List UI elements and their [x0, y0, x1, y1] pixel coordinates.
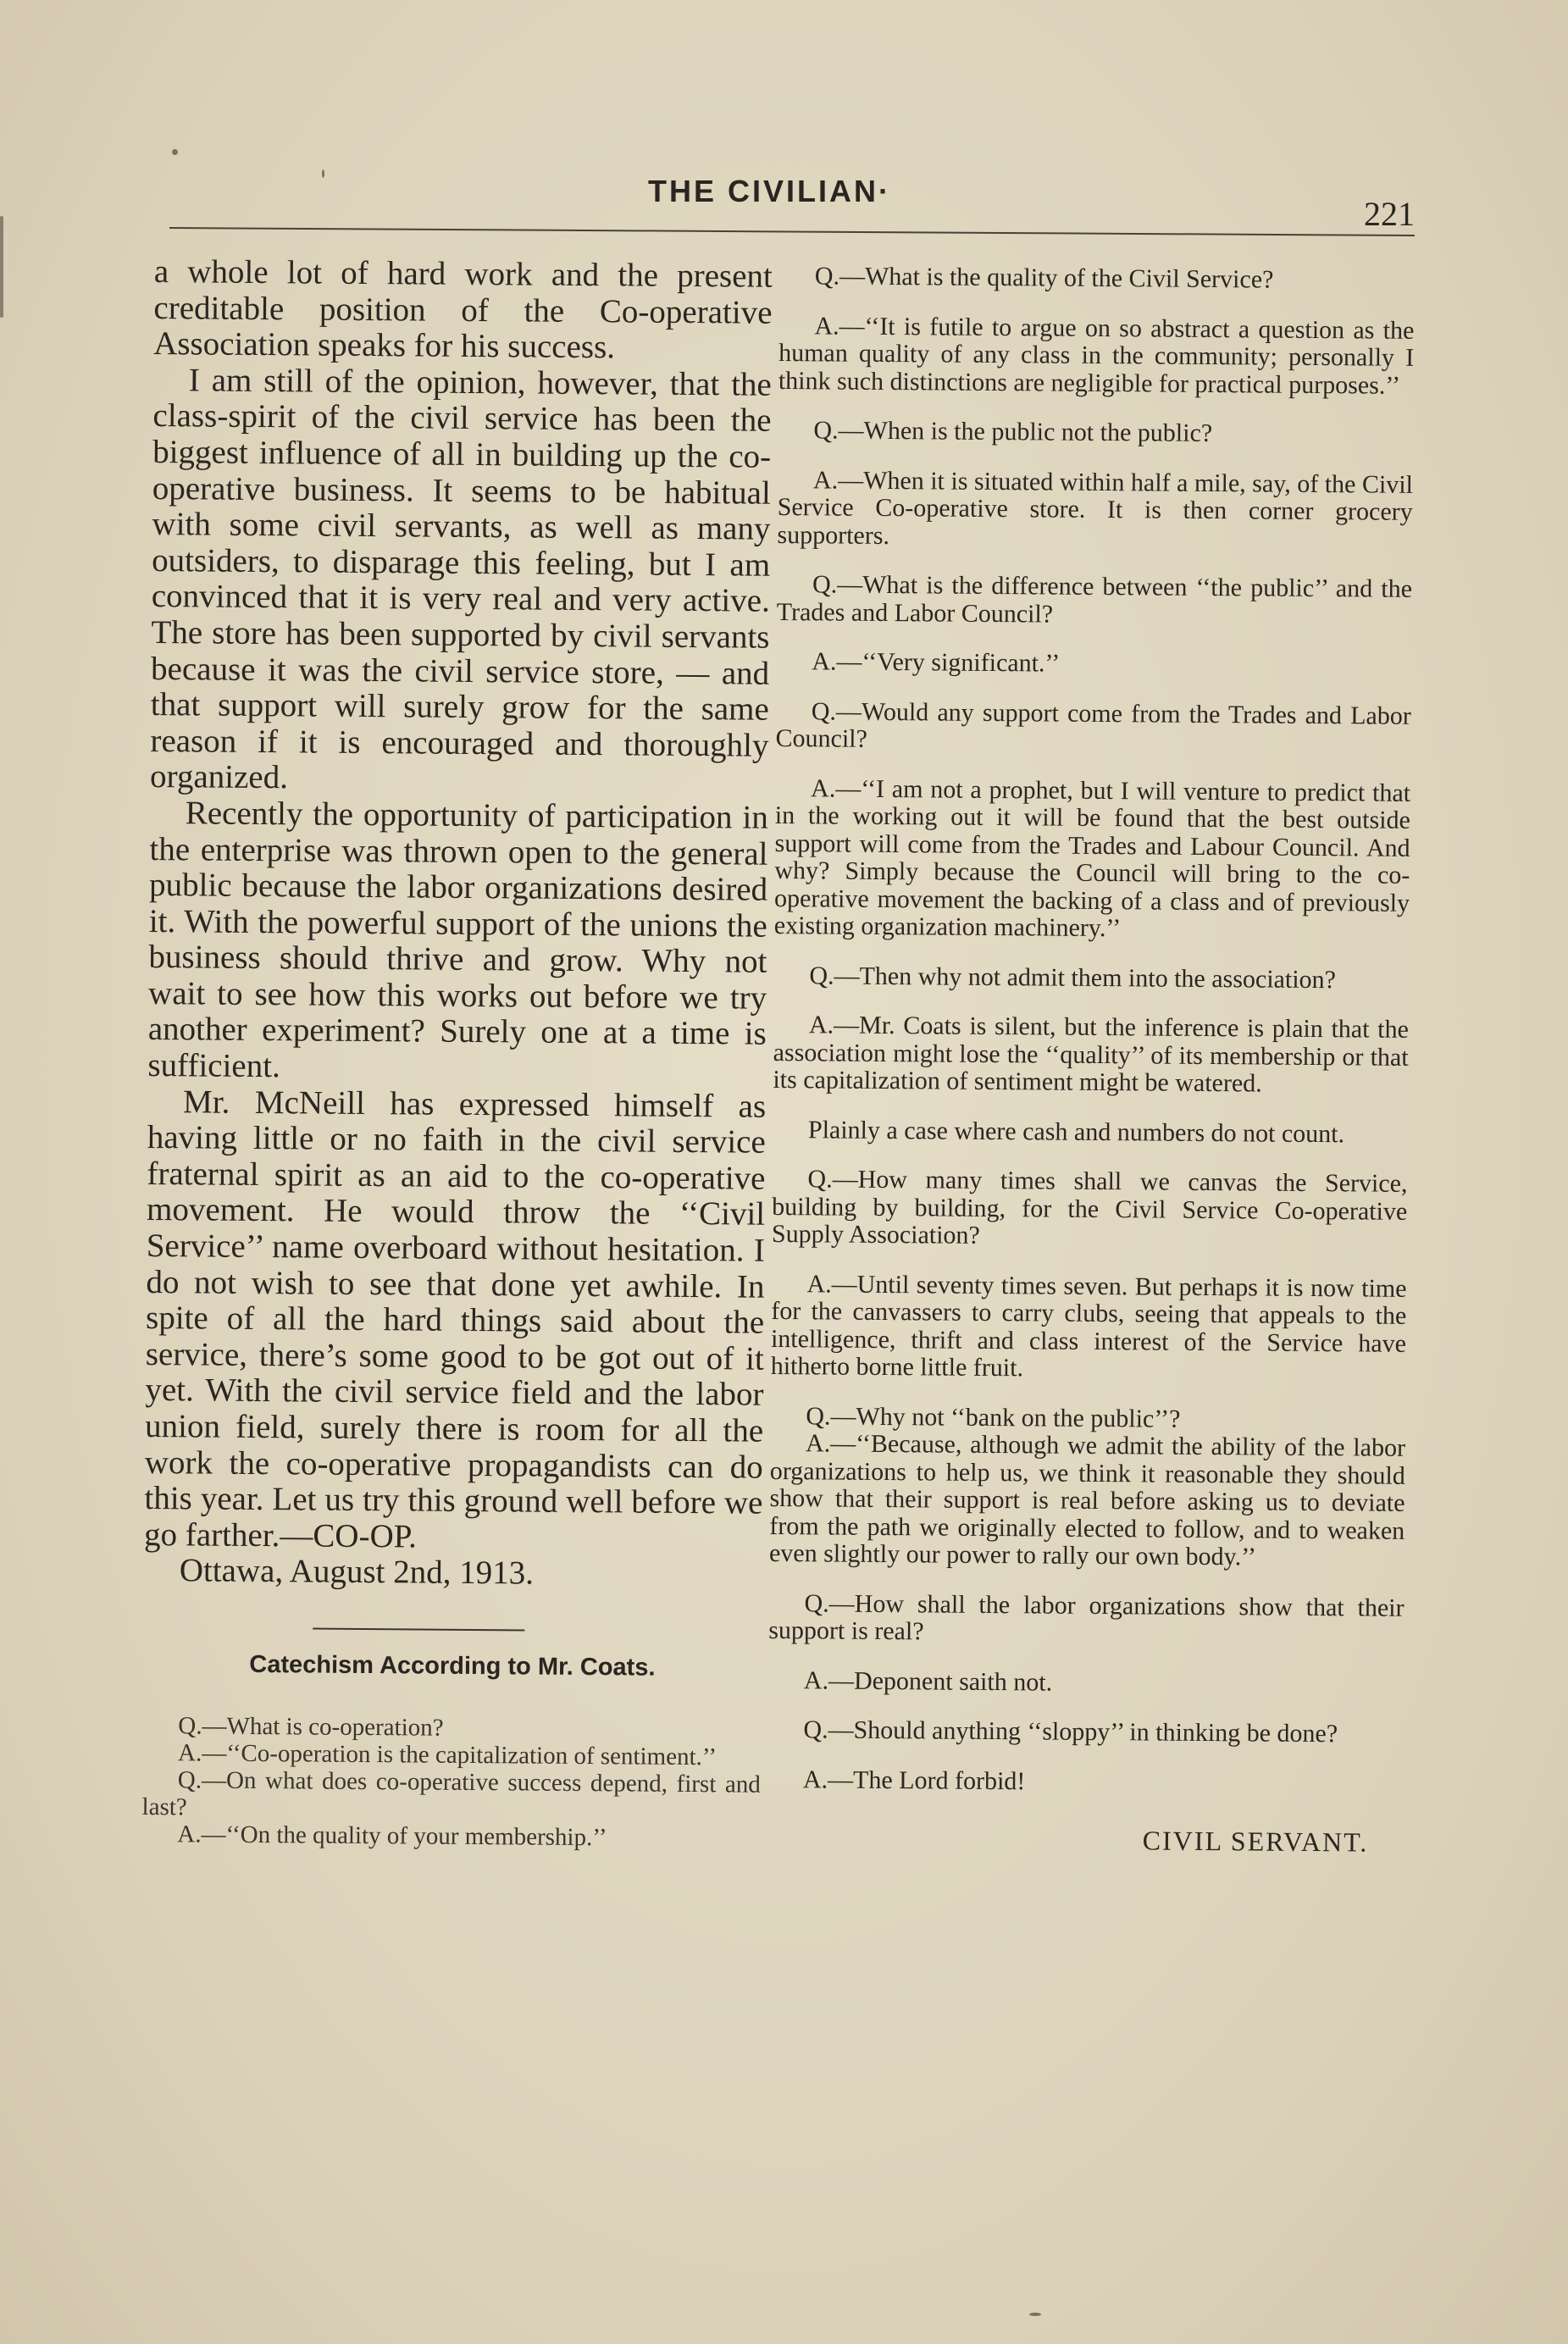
answer: A.—‘‘Because, although we admit the ability of the labor organizations to help us, we think it reasonable they should show that their support is real before asking us to deviate from the path we originally elected to follow, and to weaken even slightly our power to rally our own body.’’ — [768, 1429, 1406, 1571]
catechism-line: A.—‘‘On the quality of your membership.’’ — [177, 1820, 607, 1852]
paragraph: Recently the opportunity of participation in the enterprise was thrown open to the general public because the labor organizations desired it. With the powerful support of the unions the business should thrive and grow. Why not wait to see how this works out before we try another experiment? Surely one at a time is sufficient. — [147, 795, 768, 1085]
question: Q.—Would any support come from the Trades and Labor Council? — [775, 696, 1411, 753]
answer: A.—‘‘It is futile to argue on so abstract a question as the human quality of any class in the community; personally I think such distinctions are negligible for practical purposes.’’ — [778, 311, 1415, 400]
ink-speck — [0, 216, 3, 318]
paragraph: I am still of the opinion, however, that the class-spirit of the civil service has been the biggest influence of all in building up the co-operative business. It seems to be habitual with some civil servants, as well as many outsiders, to disparage this feeling, but I am convinced that it is very real and very active. The store has been supported by civil servants because it was the civil service store, — and that support will surely grow for the same reason if it is encouraged and thoroughly organized. — [149, 362, 772, 796]
answer: A.—‘‘I am not a prophet, but I will venture to predict that in the working out it will be found that the best outside support will come from the Trades and Labour Council. And why? Simply because the Council will bring to the co-operative movement the backing of a class and of previously existing organization machinery.’’ — [773, 773, 1411, 943]
section-divider — [313, 1627, 524, 1631]
question: Q.—What is the difference between ‘‘the public’’ and the Trades and Labor Council? — [776, 570, 1413, 629]
question: Q.—Why not ‘‘bank on the public’’? — [806, 1401, 1181, 1433]
section-heading: Catechism According to Mr. Coats. — [249, 1650, 656, 1682]
catechism-line: A.—‘‘Co-operation is the capitalization of sentiment.’’ — [177, 1739, 718, 1771]
question: Q.—How shall the labor organizations show that their support is real? — [768, 1588, 1405, 1646]
answer: A.—The Lord forbid! — [802, 1765, 1026, 1795]
paragraph: a whole lot of hard work and the present creditable position of the Co-operative Association speaks for his success. — [153, 253, 773, 366]
dateline: Ottawa, August 2nd, 1913. — [179, 1552, 535, 1592]
question: Q.—How many times shall we canvas the Service, building by building, for the Civil Service Co-operative Supply Association? — [771, 1165, 1408, 1250]
question: Q.—Then why not admit them into the association? — [809, 961, 1337, 994]
page-number: 221 — [1364, 195, 1415, 233]
catechism-line: Q.—What is co-operation? — [178, 1712, 444, 1742]
answer: A.—‘‘Very significant.’’ — [812, 647, 1061, 678]
right-column — [767, 263, 1415, 1859]
answer: A.—Until seventy times seven. But perhaps it is now time for the canvassers to carry clubs, seeing that appeals to the intelligence, thrift and class interest of the Service have hitherto borne little fruit. — [770, 1269, 1407, 1383]
left-column — [141, 254, 773, 1853]
question: Q.—What is the quality of the Civil Service? — [814, 262, 1274, 294]
comment: Plainly a case where cash and numbers do not count. — [807, 1115, 1345, 1148]
ink-speck — [1029, 2313, 1041, 2316]
journal-title: THE CIVILIAN· — [648, 174, 891, 208]
paragraph: Mr. McNeill has expressed himself as having little or no faith in the civil service fraternal spirit as an aid to the co-operative movement. He would throw the ‘‘Civil Service’’ name overboard without hesitation. I do not wish to see that done yet awhile. In spite of all the hard things said about the service, there’s some good to be got out of it yet. With the civil service field and the labor union field, surely there is room for all the work the co-operative propagandists can do this year. Let us try this ground well before we go farther.—CO-OP. — [143, 1083, 767, 1555]
signature: CIVIL SERVANT. — [1142, 1825, 1369, 1858]
page-header — [169, 174, 1415, 233]
question: Q.—Should anything ‘‘sloppy’’ in thinking be done? — [803, 1715, 1338, 1748]
answer: A.—When it is situated within half a mile, say, of the Civil Service Co-operative store. It is then corner grocery supporters. — [777, 465, 1414, 550]
ink-speck — [172, 149, 178, 155]
question: Q.—When is the public not the public? — [813, 416, 1213, 448]
answer: A.—Mr. Coats is silent, but the inference is plain that the association might lose the ‘‘quality’’ of its membership or that its capitalization of sentiment might be watered. — [773, 1011, 1410, 1098]
catechism-line: Q.—On what does co-operative success depend, first and last? — [141, 1766, 761, 1821]
answer: A.—Deponent saith not. — [803, 1665, 1053, 1697]
